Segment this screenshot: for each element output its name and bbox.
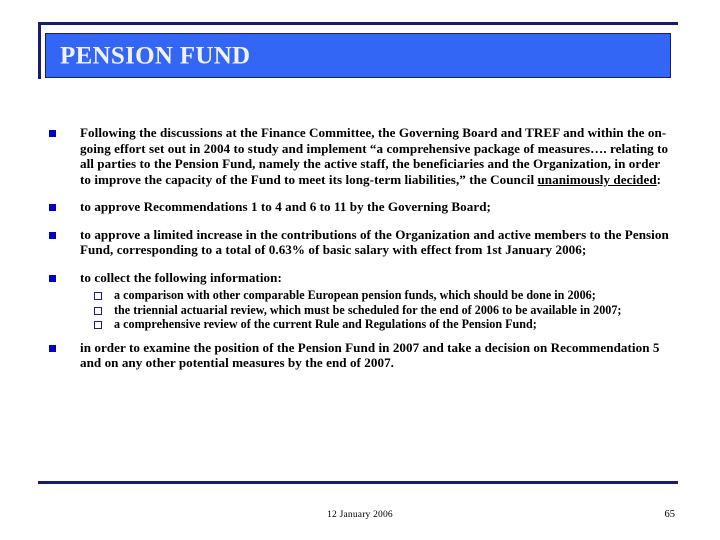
bullet-text bbox=[80, 125, 672, 187]
bullet-item bbox=[48, 340, 672, 371]
footer-rule bbox=[38, 481, 678, 484]
bullet-text-part-after: : bbox=[656, 171, 662, 187]
bullet-text-part-before: Following the discussions at the Finance Committee, the Governing Board and TREF and within the on-going effort set out in 2004 to study and implement “a comprehensive package of measures…. relating to all parties to the Pension Fund, namely the active staff, the beneficiaries and the Organization, in order to improve the capacity of the Fund to meet its long-term liabilities,” the Council bbox=[80, 125, 669, 187]
square-bullet-icon bbox=[49, 232, 56, 239]
sub-bullet-item bbox=[80, 288, 672, 303]
square-bullet-icon bbox=[49, 345, 56, 352]
bullet-text: to approve Recommendations 1 to 4 and 6 to 11 by the Governing Board; bbox=[80, 199, 491, 215]
hollow-square-bullet-icon bbox=[94, 321, 102, 329]
bullet-item bbox=[48, 125, 672, 187]
frame-top-rule bbox=[38, 22, 678, 25]
bullet-text-underlined: unanimously decided bbox=[537, 171, 657, 187]
hollow-square-bullet-icon bbox=[94, 307, 102, 315]
sub-bullet-text: a comparison with other comparable European pension funds, which should be done in 2006; bbox=[114, 288, 596, 303]
square-bullet-icon bbox=[49, 204, 56, 211]
sub-bullet-list bbox=[80, 288, 672, 332]
bullet-text: to approve a limited increase in the contributions of the Organization and active members to the Pension Fund, corresponding to a total of 0.63% of basic salary with effect from 1st January 2006; bbox=[80, 226, 669, 258]
bullet-item bbox=[48, 270, 672, 332]
footer-date: 12 January 2006 bbox=[327, 510, 393, 520]
bullet-text: in order to examine the position of the Pension Fund in 2007 and take a decision on Recommendation 5 and on any other potential measures by the end of 2007. bbox=[80, 339, 660, 371]
hollow-square-bullet-icon bbox=[94, 292, 102, 300]
bullet-item bbox=[48, 199, 672, 215]
slide-title-bar bbox=[45, 33, 671, 78]
square-bullet-icon bbox=[49, 130, 56, 137]
slide-body bbox=[48, 125, 672, 371]
sub-bullet-text: the triennial actuarial review, which must be scheduled for the end of 2006 to be available in 2007; bbox=[114, 302, 622, 317]
square-bullet-icon bbox=[49, 275, 56, 282]
bullet-text: to collect the following information: bbox=[80, 269, 282, 285]
sub-bullet-item bbox=[80, 317, 672, 332]
bullet-item bbox=[48, 227, 672, 258]
footer-page-number: 65 bbox=[664, 509, 675, 520]
page-title: PENSION FUND bbox=[60, 42, 251, 69]
frame-left-rule bbox=[38, 22, 41, 79]
sub-bullet-item bbox=[80, 303, 672, 318]
sub-bullet-text: a comprehensive review of the current Rule and Regulations of the Pension Fund; bbox=[114, 317, 537, 332]
